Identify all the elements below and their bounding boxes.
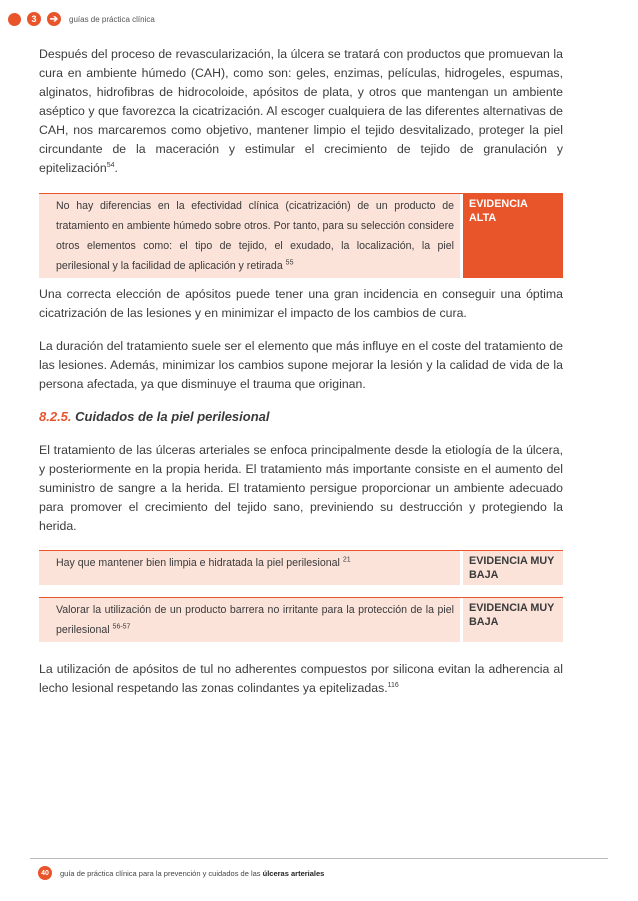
chapter-number-badge: 3	[27, 12, 41, 26]
page-footer	[38, 866, 324, 880]
evidence-ref-3: 56-57	[112, 623, 131, 631]
footer-divider	[30, 858, 608, 859]
section-title: Cuidados de la piel perilesional	[75, 409, 270, 424]
header-title: guías de práctica clínica	[69, 14, 155, 24]
section-heading	[39, 409, 269, 424]
evidence-box-3	[39, 597, 563, 642]
evidence-level-badge-3: EVIDENCIA MUY BAJA	[463, 598, 563, 642]
page-header	[8, 10, 155, 28]
paragraph-5-text: La utilización de apósitos de tul no adherentes compuestos por silicona evitan la adherencia al lecho lesional respetando las zonas colindantes ya epitelizadas.	[39, 662, 563, 695]
reference-116: 116	[387, 681, 399, 689]
paragraph-4	[39, 441, 563, 536]
evidence-level-badge-1: EVIDENCIA ALTA	[463, 194, 563, 278]
paragraph-3	[39, 337, 563, 394]
evidence-box-1	[39, 193, 563, 278]
paragraph-2	[39, 285, 563, 323]
page-number-badge: 40	[38, 866, 52, 880]
evidence-ref-1: 55	[285, 259, 294, 267]
paragraph-1-end: .	[114, 161, 118, 175]
paragraph-3-text: La duración del tratamiento suele ser el elemento que más influye en el coste del tratamiento de las lesiones. Además, minimizar los cambios supone mejorar la lesión y la calidad de vida de la persona afectada, ya que disminuye el trauma que originan.	[39, 339, 563, 391]
paragraph-4-text: El tratamiento de las úlceras arteriales se enfoca principalmente desde la etiología de la úlcera, y posteriormente en la propia herida. El tratamiento más importante consiste en el aumento del suministro de sangre a la herida. El tratamiento persigue proporcionar un ambiente adecuado para promover el crecimiento del tejido sano, previniendo su destrucción y protegiendo la herida.	[39, 443, 563, 533]
evidence-level-badge-2: EVIDENCIA MUY BAJA	[463, 551, 563, 585]
evidence-text-2: Hay que mantener bien limpia e hidratada la piel perilesional $^{21}$	[39, 551, 460, 585]
arrow-right-icon: ➔	[47, 12, 61, 26]
evidence-ref-2: 21	[342, 556, 351, 564]
evidence-text-3: Valorar la utilización de un producto barrera no irritante para la protección de la piel perilesional $^{56-57}$	[39, 598, 460, 642]
paragraph-5	[39, 660, 563, 698]
footer-bold-text: úlceras arteriales	[262, 868, 325, 878]
paragraph-2-text: Una correcta elección de apósitos puede tener una gran incidencia en conseguir una óptima cicatrización de las lesiones y en minimizar el impacto de los cambios de cura.	[39, 287, 563, 320]
footer-text: guía de práctica clínica para la prevención y cuidados de las úlceras arteriales	[60, 868, 325, 878]
section-number: 8.2.5.	[39, 409, 72, 424]
paragraph-1-text: Después del proceso de revascularización, la úlcera se tratará con productos que promuevan la cura en ambiente húmedo (CAH), como son: geles, enzimas, películas, hidrogeles, espumas, alginatos, hidrofibras de hidrocoloide, apósitos de plata, y otros que mantengan un ambiente aséptico y que favorezca la cicatrización. Al escoger cualquiera de las diferentes alternativas de CAH, nos marcaremos como objetivo, mantener limpio el tejido desvitalizado, proteger la piel circundante de la maceración y estimular el crecimiento de tejido de granulación y epitelización	[39, 47, 563, 175]
evidence-text-1: No hay diferencias en la efectividad clínica (cicatrización) de un producto de tratamiento en ambiente húmedo sobre otros. Por tanto, para su selección considere otros elementos como: el tipo de tejido, el exudado, la localización, la piel perilesional y la facilidad de aplicación y retirada $^{55}$	[39, 194, 460, 278]
reference-54: 54	[106, 161, 115, 169]
orange-dot-icon	[8, 13, 21, 26]
paragraph-1	[39, 45, 563, 178]
evidence-box-2	[39, 550, 563, 585]
